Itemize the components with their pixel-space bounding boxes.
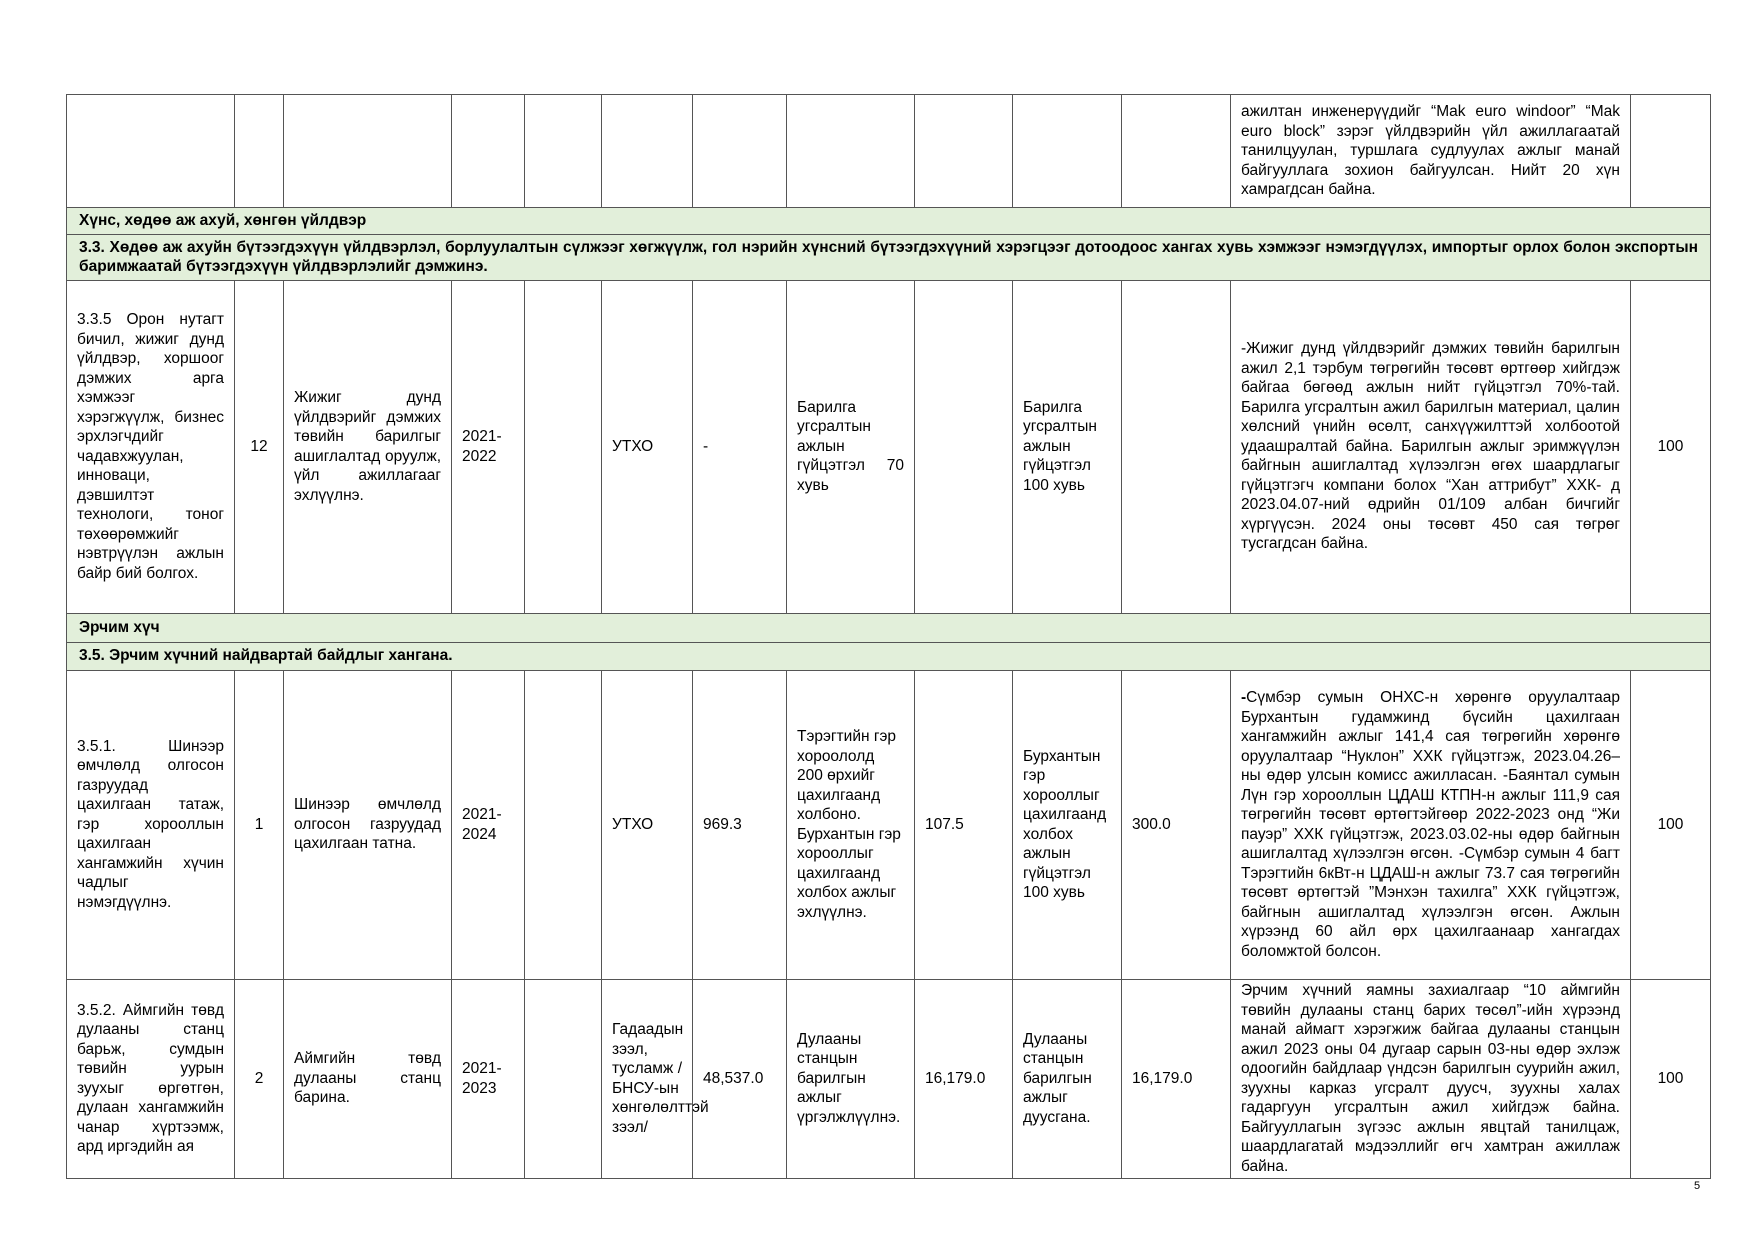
cell-percent: 100 bbox=[1631, 670, 1711, 979]
cell-goal: 3.3.5 Орон нутагт бичил, жижиг дунд үйлдвэр, хоршоог дэмжих арга хэмжээг хэрэгжүүлж, бизнес эрхлэгчдийг чадавхжуулан, инноваци, дэвшилтэт технологи, тоног төхөөрөмжийг нэвтрүүлэн ажлын байр бий болгох. bbox=[67, 280, 235, 613]
cell-indicator bbox=[787, 95, 915, 208]
cell-result: Эрчим хүчний яамны захиалгаар “10 аймгийн төвийн дулааны станц барих төсөл”-ийн хүрээнд манай аймагт хэрэгжиж байгаа дулааны станцын ажил 2023 оны 04 дугаар сарын 03-ны өдөр эхлэж одоогийн байдлаар үндсэн барилгын суурийн ажил, зуухны карказ угсралт дууcч, зуухны халах гадаргуун угсралтын ажил хийгдэж байна. Байгууллагын зүгээс ажлын явцтай танилцаж, шаардлагатай мэдээллийг өгч хамтран ажиллаж байна. bbox=[1231, 979, 1631, 1178]
table-row-3-5-2 bbox=[67, 979, 1711, 1178]
cell-percent bbox=[1631, 95, 1711, 208]
cell-goal: 3.5.1. Шинээр өмчлөлд олгосон газруудад цахилгаан татаж, гэр хорооллын цахилгаан хангамжийн хүчин чадлыг нэмэгдүүлнэ. bbox=[67, 670, 235, 979]
cell-source: УТХО bbox=[602, 670, 693, 979]
cell-target bbox=[1013, 95, 1122, 208]
result-text: Сүмбэр сумын ОНХС-н хөрөнгө оруулалтаар Бурхантын гудамжинд бүсийн цахилгаан хангамжийн ажлыг 141,4 сая төгрөгийн хөрөнгө оруулалтаар “Нуклон” ХХК гүйцэтгэж, 2023.04.26–ны өдөр улсын комисс ажилласан. -Баянтал сумын Лүн гэр хорооллын ЦДАШ КТПН-н ажлыг 111,9 сая төгрөгийн төсөвт өртөгтэйгөөр 2022-2023 онд “Жи пауэр” ХХК гүйцэтгэж, 2023.03.02-ны өдөр байгнын ашиглалтад хүлээлгэн өгсөн. -Сүмбэр сумын 4 багт Тэрэгтийн 6кВт-н ЦДАШ-н ажлыг 73.7 сая төгрөгийн төсөвт өртөгтэй ”Мэнхэн тахилга” ХХК гүйцэтгэж, байгнын ашиглалтад хүлээлгэн өгсөн. Ажлын хүрээнд 60 айл өрх цахилгаанаар хангагдах боломжтой болсон. bbox=[1241, 689, 1620, 960]
table-row-3-3-5 bbox=[67, 280, 1711, 613]
cell-amount: 969.3 bbox=[693, 670, 787, 979]
section-heading-light-industry: Хүнс, хөдөө аж ахуй, хөнгөн үйлдвэр bbox=[67, 208, 1711, 235]
cell-col5 bbox=[525, 979, 602, 1178]
cell-result bbox=[1231, 670, 1631, 979]
cell-activity: Аймгийн төвд дулааны станц барина. bbox=[284, 979, 452, 1178]
cell-source: УТХО bbox=[602, 280, 693, 613]
cell-period: 2021-2024 bbox=[452, 670, 525, 979]
cell-period bbox=[452, 95, 525, 208]
cell-amount: - bbox=[693, 280, 787, 613]
cell-col11 bbox=[1122, 280, 1231, 613]
cell-num: 12 bbox=[235, 280, 284, 613]
cell-value11: 300.0 bbox=[1122, 670, 1231, 979]
cell-period: 2021-2022 bbox=[452, 280, 525, 613]
cell-target: Бурхантын гэр хорооллыг цахилгаанд холбох ажлын гүйцэтгэл 100 хувь bbox=[1013, 670, 1122, 979]
cell-activity: Шинээр өмчлөлд олгосон газруудад цахилгаан татна. bbox=[284, 670, 452, 979]
cell-col9 bbox=[915, 95, 1013, 208]
report-table bbox=[66, 94, 1711, 1179]
section-heading-energy: Эрчим хүч bbox=[67, 613, 1711, 642]
cell-col5 bbox=[525, 280, 602, 613]
cell-value9: 107.5 bbox=[915, 670, 1013, 979]
cell-percent: 100 bbox=[1631, 979, 1711, 1178]
cell-indicator: Дулааны станцын барилгын ажлыг үргэлжлүүлнэ. bbox=[787, 979, 915, 1178]
cell-amount bbox=[693, 95, 787, 208]
subsection-heading-3-3: 3.3. Хөдөө аж ахуйн бүтээгдэхүүн үйлдвэрлэл, борлуулалтын сүлжээг хөгжүүлж, гол нэрийн хүнсний бүтээгдэхүүний хэрэгцээг дотоодоос хангах хувь хэмжээг нэмэгдүүлэх, импортыг орлох болон экспортын баримжаатай бүтээгдэхүүн үйлдвэрлэлийг дэмжинэ. bbox=[67, 234, 1711, 280]
cell-result: ажилтан инженерүүдийг “Mak euro windoor” “Mak euro block” зэрэг үйлдвэрийн үйл ажиллагаатай танилцуулан, туршлага судлуулах ажлыг манай байгууллага зохион байгуулсан. Нийт 20 хүн хамрагдсан байна. bbox=[1231, 95, 1631, 208]
cell-indicator: Барилга угсралтын ажлын гүйцэтгэл 70 хувь bbox=[787, 280, 915, 613]
cell-activity: Жижиг дунд үйлдвэрийг дэмжих төвийн барилгыг ашиглалтад оруулж, үйл ажиллагааг эхлүүлнэ. bbox=[284, 280, 452, 613]
page-number: 5 bbox=[1694, 1180, 1701, 1192]
cell-num: 2 bbox=[235, 979, 284, 1178]
cell-target: Дулааны станцын барилгын ажлыг дуусгана. bbox=[1013, 979, 1122, 1178]
cell-col5 bbox=[525, 670, 602, 979]
cell-source bbox=[602, 95, 693, 208]
cell-goal: 3.5.2. Аймгийн төвд дулааны станц барьж, сумдын төвийн уурын зуухыг өргөтгөн, дулаан хангамжийн чанар хүртээмж, ард иргэдийн ая bbox=[67, 979, 235, 1178]
cell-value9: 16,179.0 bbox=[915, 979, 1013, 1178]
cell-indicator: Тэрэгтийн гэр хороололд 200 өрхийг цахилгаанд холбоно. Бурхантын гэр хорооллыг цахилгаанд холбох ажлыг эхлүүлнэ. bbox=[787, 670, 915, 979]
table-row-3-5-1 bbox=[67, 670, 1711, 979]
cell-num bbox=[235, 95, 284, 208]
cell-col11 bbox=[1122, 95, 1231, 208]
cell-period: 2021-2023 bbox=[452, 979, 525, 1178]
cell-col9 bbox=[915, 280, 1013, 613]
cell-target: Барилга угсралтын ажлын гүйцэтгэл 100 хувь bbox=[1013, 280, 1122, 613]
table-row-continuation bbox=[67, 95, 1711, 208]
cell-result: -Жижиг дунд үйлдвэрийг дэмжих төвийн барилгын ажил 2,1 тэрбум төгрөгийн төсөвт өртгөөр хийгдэж байгаа бөгөөд ажлын нийт гүйцэтгэл 70%-тай. Барилга угсралтын ажил барилгын материал, цалин хөлсний үнийн өсөлт, санхүүжилттэй холбоотой удаашралтай байна. Барилгын ажлыг эримжүүлэн байгнын ашиглалтад хүлээлгэн өгөх шаардлагыг гүйцэтгэгч компани болох “Хан аттрибут” ХХК- д 2023.04.07-ний өдрийн 01/109 албан бичгийг хүргүүсэн. 2024 оны төсөвт 450 сая төгрөг тусгагдсан байна. bbox=[1231, 280, 1631, 613]
cell-percent: 100 bbox=[1631, 280, 1711, 613]
subsection-heading-3-5: 3.5. Эрчим хүчний найдвартай байдлыг хангана. bbox=[67, 642, 1711, 670]
cell-num: 1 bbox=[235, 670, 284, 979]
cell-amount: 48,537.0 bbox=[693, 979, 787, 1178]
cell-activity bbox=[284, 95, 452, 208]
cell-source: Гадаадын зээл, тусламж /БНСУ-ын хөнгөлөлттэй зээл/ bbox=[602, 979, 693, 1178]
cell-col5 bbox=[525, 95, 602, 208]
cell-value11: 16,179.0 bbox=[1122, 979, 1231, 1178]
cell-goal bbox=[67, 95, 235, 208]
result-dash: - bbox=[1241, 689, 1247, 706]
